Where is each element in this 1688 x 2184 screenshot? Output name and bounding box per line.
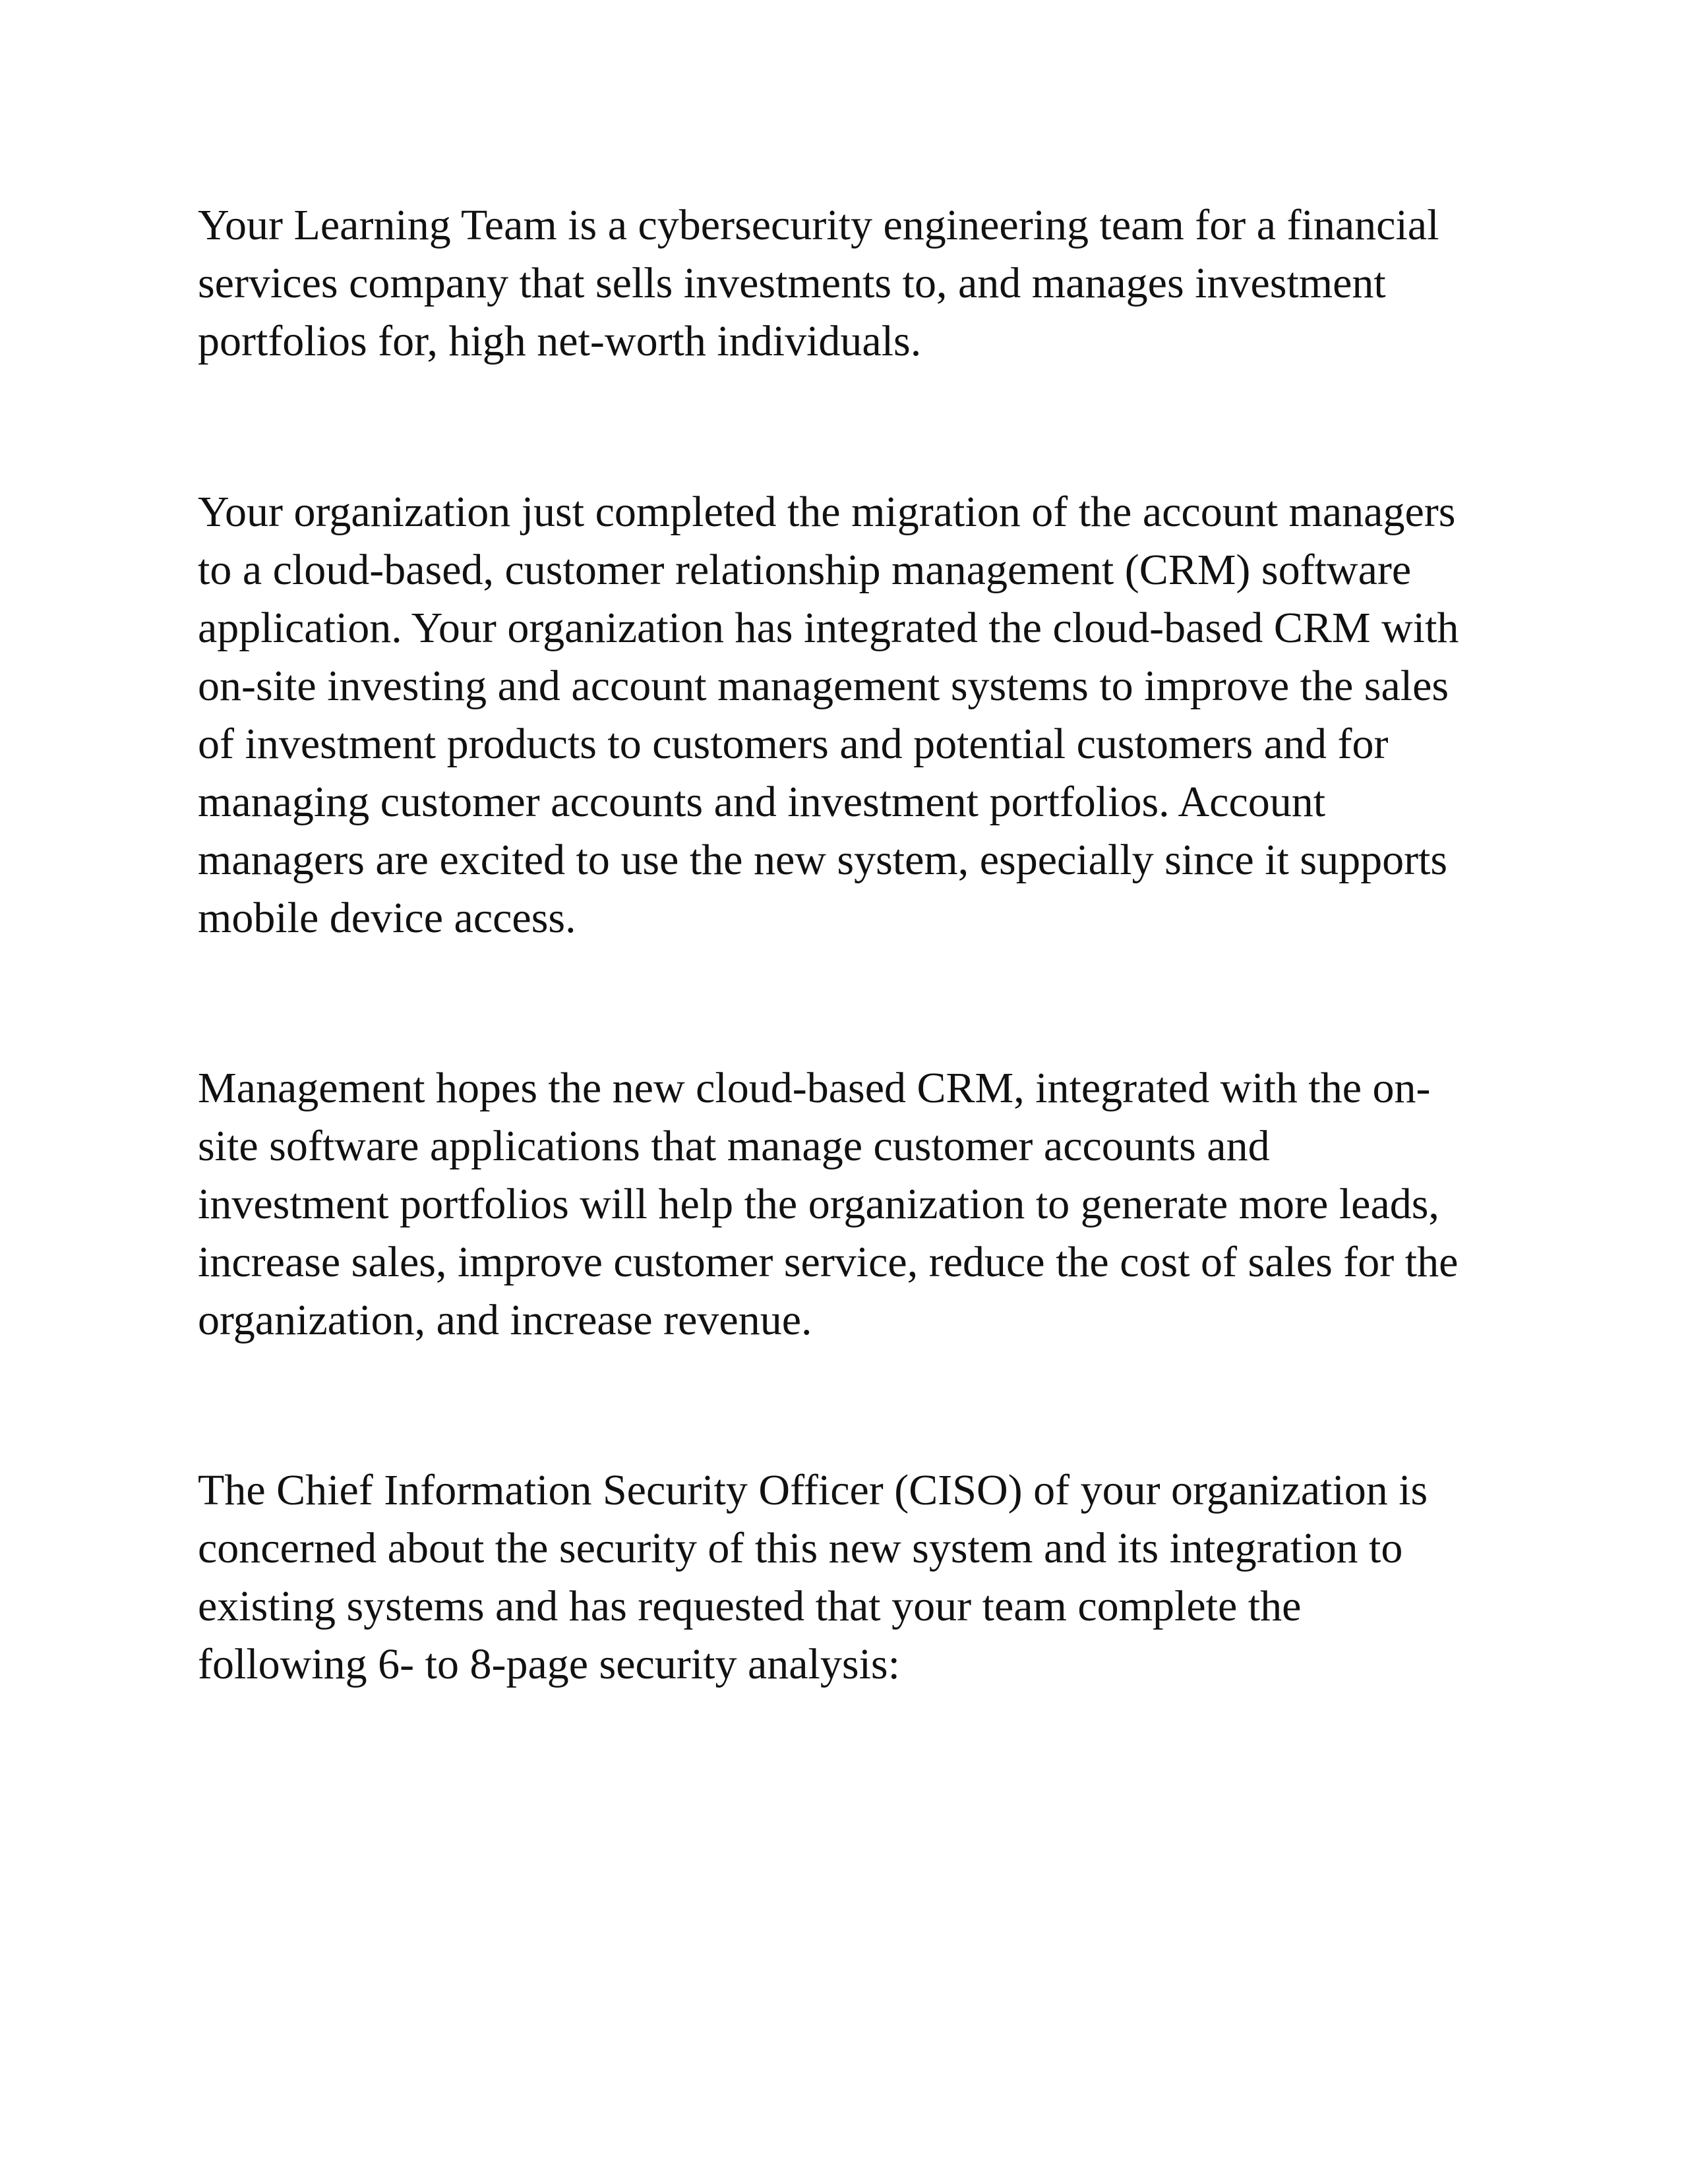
text-line: of investment products to customers and potential customers and for xyxy=(198,720,1389,768)
paragraph-learning-team xyxy=(198,196,1517,370)
paragraph-management-goals xyxy=(198,1059,1517,1349)
text-line: existing systems and has requested that your team complete the xyxy=(198,1582,1302,1630)
text-line: site software applications that manage customer accounts and xyxy=(198,1122,1270,1170)
text-line: to a cloud-based, customer relationship management (CRM) software xyxy=(198,546,1412,594)
text-line: on-site investing and account management systems to improve the sales xyxy=(198,662,1449,710)
text-line: investment portfolios will help the organization to generate more leads, xyxy=(198,1180,1439,1228)
text-line: application. Your organization has integrated the cloud-based CRM with xyxy=(198,604,1459,652)
text-line: managers are excited to use the new system, especially since it supports xyxy=(198,836,1448,884)
paragraph-crm-migration xyxy=(198,483,1517,947)
text-line: increase sales, improve customer service, reduce the cost of sales for the xyxy=(198,1238,1459,1286)
text-line: following 6- to 8-page security analysis: xyxy=(198,1640,900,1688)
text-line: Your Learning Team is a cybersecurity engineering team for a financial xyxy=(198,201,1439,249)
text-line: managing customer accounts and investment portfolios. Account xyxy=(198,778,1326,826)
text-line: organization, and increase revenue. xyxy=(198,1296,812,1344)
text-line: The Chief Information Security Officer (CISO) of your organization is xyxy=(198,1466,1428,1514)
text-line: mobile device access. xyxy=(198,894,576,942)
paragraph-ciso-request xyxy=(198,1461,1517,1694)
text-line: services company that sells investments to, and manages investment xyxy=(198,259,1386,307)
text-line: Your organization just completed the migration of the account managers xyxy=(198,488,1456,536)
text-line: Management hopes the new cloud-based CRM, integrated with the on- xyxy=(198,1064,1431,1112)
text-line: portfolios for, high net-worth individuals. xyxy=(198,317,922,365)
text-line: concerned about the security of this new system and its integration to xyxy=(198,1524,1403,1572)
